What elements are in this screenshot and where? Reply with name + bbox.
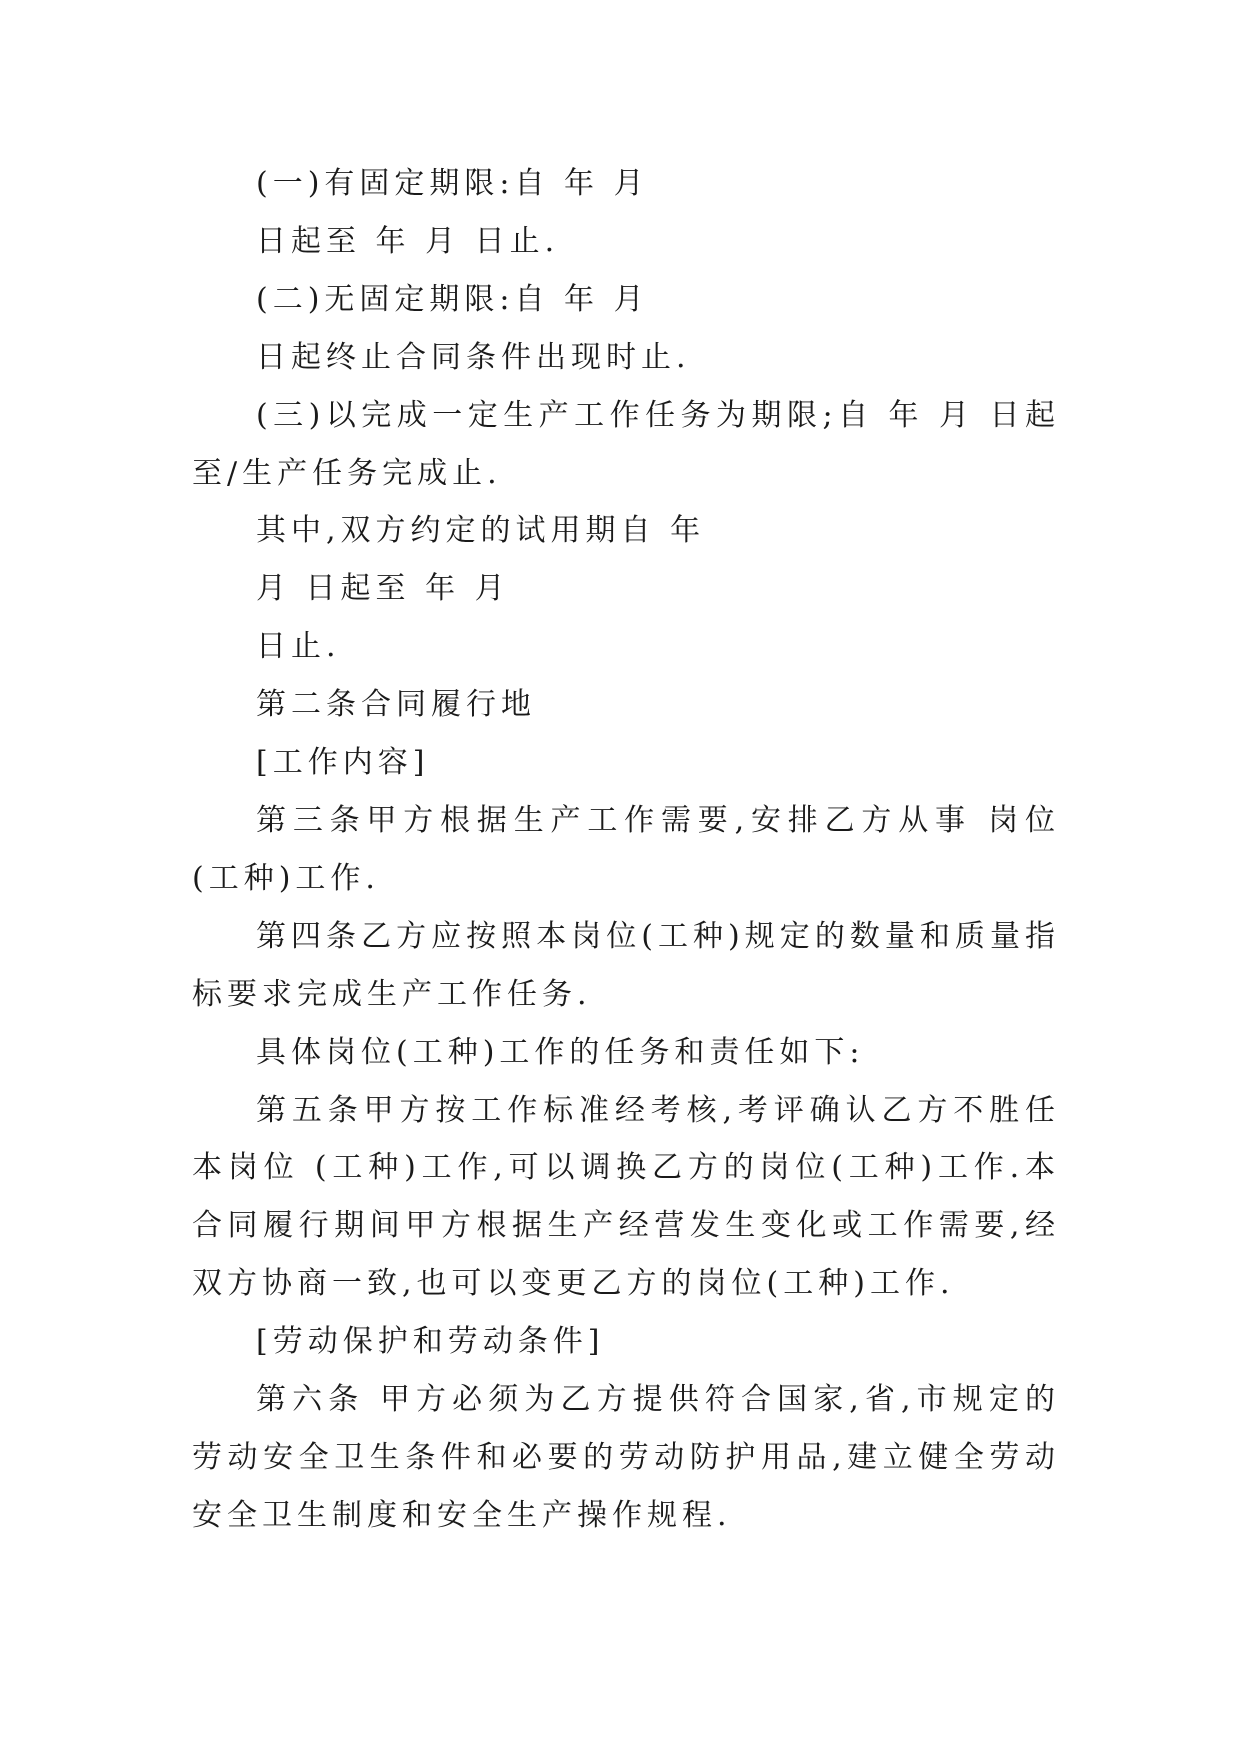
article-5: 第五条甲方按工作标准经考核,考评确认乙方不胜任本岗位 (工种)工作,可以调换乙方的岗位(工种)工作.本合同履行期间甲方根据生产经营发生变化或工作需要,经双方协商一致,也可以变更乙方的岗位(工种)工作. <box>192 1092 1060 1302</box>
paragraph-fixed-term-end: 日起至 年 月 日止. <box>256 223 560 259</box>
paragraph-probation-dates: 月 日起至 年 月 <box>256 571 510 607</box>
paragraph-probation: 其中,双方约定的试用期自 年 <box>256 513 706 549</box>
paragraph-probation-end: 日止. <box>256 629 341 665</box>
article-4: 第四条乙方应按照本岗位(工种)规定的数量和质量指标要求完成生产工作任务. <box>192 918 1060 1012</box>
article-6: 第六条 甲方必须为乙方提供符合国家,省,市规定的劳动安全卫生条件和必要的劳动防护用品,建立健全劳动安全卫生制度和安全生产操作规程. <box>192 1382 1060 1533</box>
article-3: 第三条甲方根据生产工作需要,安排乙方从事 岗位(工种)工作. <box>192 802 1060 896</box>
paragraph-fixed-term: (一)有固定期限:自 年 月 <box>256 166 649 201</box>
paragraph-open-term: (二)无固定期限:自 年 月 <box>256 281 649 317</box>
article-2-heading: 第二条合同履行地 <box>256 687 536 723</box>
paragraph-duties: 具体岗位(工种)工作的任务和责任如下: <box>256 1034 865 1070</box>
paragraph-open-term-end: 日起终止合同条件出现时止. <box>256 339 691 375</box>
section-heading-labor-protection: [劳动保护和劳动条件] <box>256 1324 605 1360</box>
document-body <box>192 155 1060 1545</box>
section-heading-work-content: [工作内容] <box>256 745 430 781</box>
paragraph-task-term: (三)以完成一定生产工作任务为期限;自 年 月 日起至/生产任务完成止. <box>192 397 1060 491</box>
